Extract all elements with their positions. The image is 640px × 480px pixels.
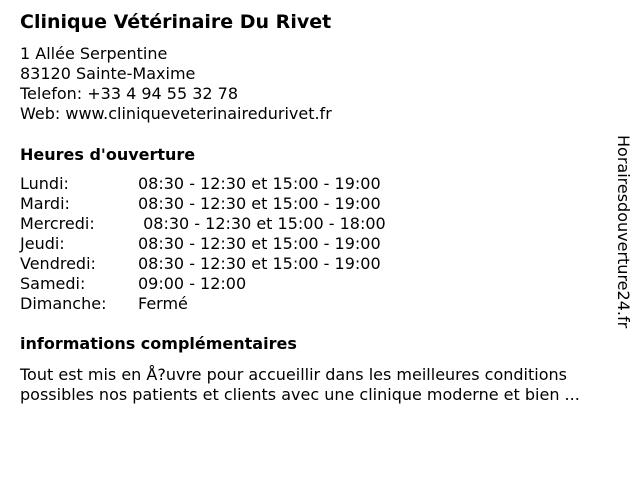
day-label: Dimanche: <box>20 294 107 313</box>
day-hours: 08:30 - 12:30 et 15:00 - 18:00 <box>138 214 386 233</box>
street-address: 1 Allée Serpentine <box>20 44 168 63</box>
description-line: Tout est mis en Å?uvre pour accueillir dans les meilleures conditions <box>20 365 567 384</box>
day-hours: 09:00 - 12:00 <box>138 274 247 293</box>
day-label: Lundi: <box>20 174 69 193</box>
opening-hours-heading: Heures d'ouverture <box>20 145 196 164</box>
day-label: Jeudi: <box>20 234 65 253</box>
day-hours: 08:30 - 12:30 et 15:00 - 19:00 <box>138 234 381 253</box>
day-hours: 08:30 - 12:30 et 15:00 - 19:00 <box>138 174 381 193</box>
day-label: Samedi: <box>20 274 86 293</box>
additional-info-heading: informations complémentaires <box>20 334 297 353</box>
day-hours: Fermé <box>138 294 188 313</box>
day-hours: 08:30 - 12:30 et 15:00 - 19:00 <box>138 254 381 273</box>
city-postal-code: 83120 Sainte-Maxime <box>20 64 196 83</box>
description-line: possibles nos patients et clients avec une clinique moderne et bien ... <box>20 385 580 404</box>
day-hours: 08:30 - 12:30 et 15:00 - 19:00 <box>138 194 381 213</box>
phone-number: Telefon: +33 4 94 55 32 78 <box>20 84 239 103</box>
clinic-address-block <box>20 44 332 124</box>
clinic-name: Clinique Vétérinaire Du Rivet <box>20 11 332 33</box>
day-label: Vendredi: <box>20 254 96 273</box>
day-label: Mercredi: <box>20 214 95 233</box>
day-label: Mardi: <box>20 194 70 213</box>
website: Web: www.cliniqueveterinairedurivet.fr <box>20 104 332 123</box>
additional-info-text <box>20 365 626 405</box>
site-watermark: Horairesdouverture24.fr <box>614 135 633 329</box>
